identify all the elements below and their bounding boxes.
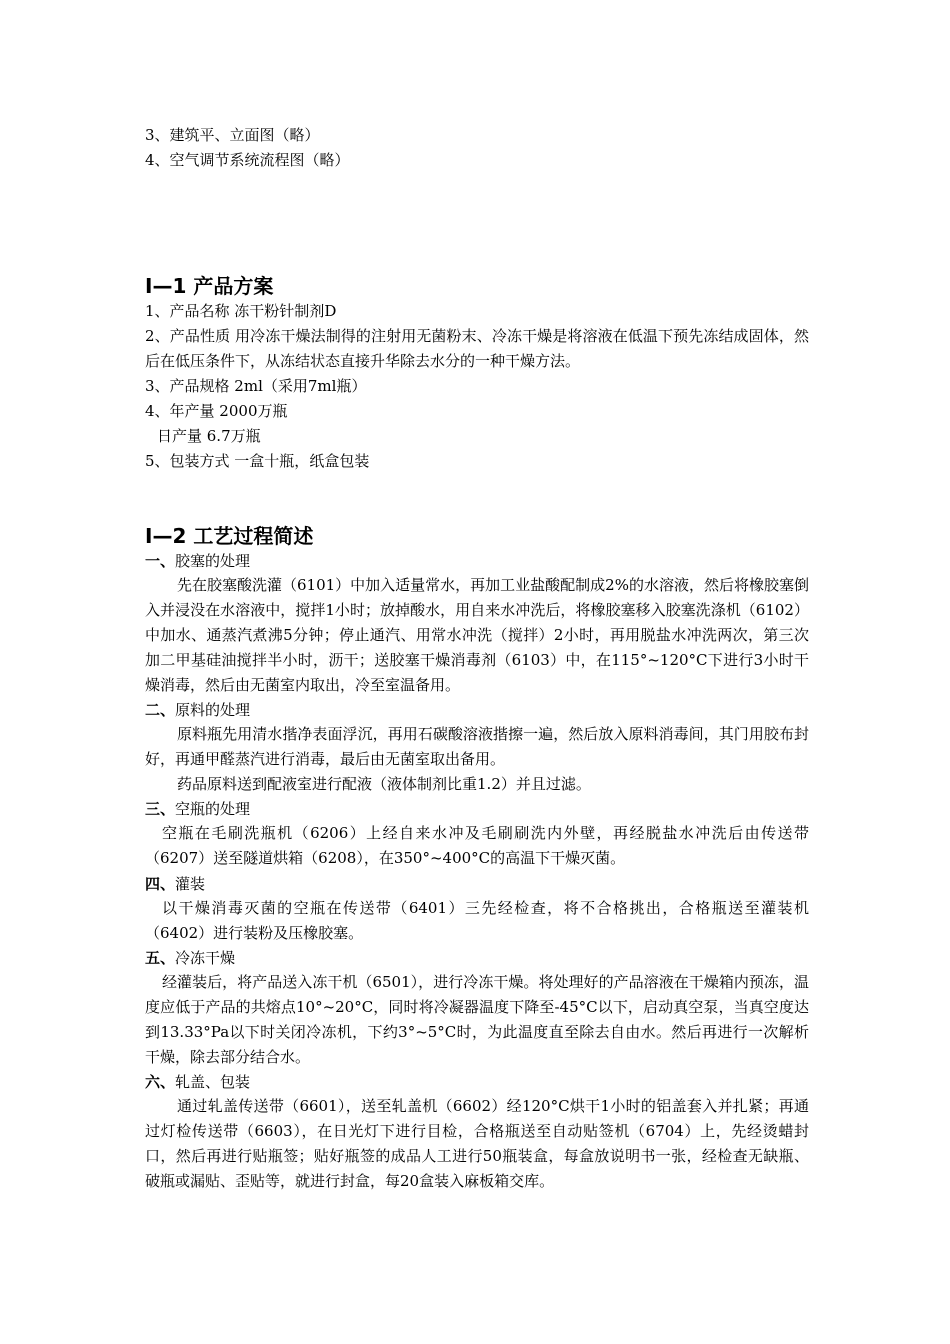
- section-title-product-plan: Ⅰ—1 产品方案: [145, 274, 274, 298]
- product-item-daily: 日产量 6.7万瓶: [157, 427, 261, 445]
- subsection-2-title: 原料的处理: [175, 701, 251, 719]
- subsection-3-paragraph: 空瓶在毛刷洗瓶机（6206）上经自来水冲及毛刷刷洗内外壁，再经脱盐水冲洗后由传送带（6207）送至隧道烘箱（6208），在350°~400°C的高温下干燥灭菌。: [145, 824, 809, 867]
- product-item-5: 5、包装方式 一盒十瓶，纸盒包装: [145, 452, 370, 470]
- subsection-3-title: 空瓶的处理: [175, 800, 251, 818]
- subsection-4-paragraph: 以干燥消毒灭菌的空瓶在传送带（6401）三先经检查，将不合格挑出，合格瓶送至灌装机（6402）进行装粉及压橡胶塞。: [145, 899, 809, 942]
- subsection-5-paragraph: 经灌装后，将产品送入冻干机（6501），进行冷冻干燥。将处理好的产品溶液在干燥箱内预冻，温度应低于产品的共熔点10°~20°C，同时将冷凝器温度下降至-45°C以下，启动真空泵，当真空度达到13.33°Pa以下时关闭冷冻机，下约3°~5°C时，为此温度直至除去自由水。然后再进行一次解析干燥，除去部分结合水。: [145, 973, 809, 1066]
- subsection-4-number: 四、: [145, 875, 176, 893]
- subsection-6-number: 六、: [145, 1073, 176, 1091]
- subsection-1-title: 胶塞的处理: [175, 552, 251, 570]
- product-item-4: 4、年产量 2000万瓶: [145, 402, 288, 420]
- subsection-2-paragraph-2: 药品原料送到配液室进行配液（液体制剂比重1.2）并且过滤。: [177, 775, 591, 793]
- product-item-1: 1、产品名称 冻干粉针制剂D: [145, 302, 337, 320]
- subsection-2-heading: [145, 698, 810, 723]
- subsection-6-paragraph: 通过轧盖传送带（6601），送至轧盖机（6602）经120°C烘干1小时的铝盖套入并扎紧；再通过灯检传送带（6603），在日光灯下进行目检，合格瓶送至自动贴签机（6704）上，先经烫蜡封口，然后再进行贴瓶签；贴好瓶签的成品人工进行50瓶装盒，每盒放说明书一张，经检查无缺瓶、破瓶或漏贴、歪贴等，就进行封盒，每20盒装入麻板箱交库。: [145, 1097, 809, 1190]
- subsection-3-number: 三、: [145, 800, 176, 818]
- product-item-2: 2、产品性质 用冷冻干燥法制得的注射用无菌粉末、冷冻干燥是将溶液在低温下预先冻结成固体，然后在低压条件下，从冻结状态直接升华除去水分的一种干燥方法。: [145, 327, 809, 370]
- subsection-1-heading: [145, 549, 810, 574]
- subsection-2-paragraph-1: 原料瓶先用清水揩净表面浮沉，再用石碳酸溶液揩擦一遍，然后放入原料消毒间，其门用胶布封好，再通甲醛蒸汽进行消毒，最后由无菌室取出备用。: [145, 725, 809, 768]
- subsection-5-number: 五、: [145, 949, 176, 967]
- subsection-2-number: 二、: [145, 701, 176, 719]
- subsection-5-title: 冷冻干燥: [175, 949, 236, 967]
- subsection-1-number: 一、: [145, 552, 176, 570]
- subsection-6-title: 轧盖、包装: [175, 1073, 251, 1091]
- section-title-process: Ⅰ—2 工艺过程简述: [145, 524, 314, 548]
- list-item-3: 3、建筑平、立面图（略）: [145, 126, 320, 144]
- subsection-5-heading: [145, 946, 810, 971]
- subsection-1-paragraph: 先在胶塞酸洗灌（6101）中加入适量常水，再加工业盐酸配制成2%的水溶液，然后将橡胶塞倒入并浸没在水溶液中，搅拌1小时；放掉酸水，用自来水冲洗后，将橡胶塞移入胶塞洗涤机（6102）中加水、通蒸汽煮沸5分钟；停止通汽、用常水冲洗（搅拌）2小时，再用脱盐水冲洗两次，第三次加二甲基硅油搅拌半小时，沥干；送胶塞干燥消毒剂（6103）中，在115°~120°C下进行3小时干燥消毒，然后由无菌室内取出，冷至室温备用。: [145, 576, 809, 694]
- product-item-3: 3、产品规格 2ml（采用7ml瓶）: [145, 377, 367, 395]
- subsection-4-heading: [145, 872, 810, 897]
- subsection-3-heading: [145, 797, 810, 822]
- subsection-4-title: 灌装: [175, 875, 206, 893]
- subsection-6-heading: [145, 1070, 810, 1095]
- list-item-4: 4、空气调节系统流程图（略）: [145, 151, 350, 169]
